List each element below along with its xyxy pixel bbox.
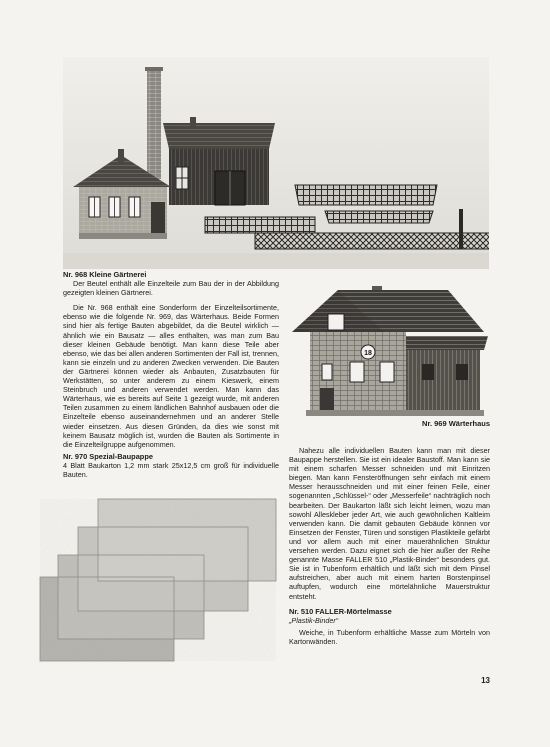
nursery-illustration [63, 57, 489, 269]
nursery-intro: Der Beutel enthält alle Einzelteile zum Bau der in der Abbildung gezeigten kleinen Gärtnerei. [63, 279, 279, 298]
page-number: 13 [481, 676, 490, 685]
section-heading-mortar: Nr. 510 FALLER-Mörtelmasse [289, 606, 392, 616]
section-heading-nursery: Nr. 968 Kleine Gärtnerei [63, 270, 147, 279]
cardboard-usage-body: Nahezu alle individuellen Bauten kann man mit dieser Baupappe herstellen. Sie ist ein idealer Baustoff. Man kann sie mit einem scharfen Messer schneiden und mit Einritzen biegen. Man kann Fensteröffnungen sehr einfach mit einem Messer herausschneiden und mit einer feinen Feile, einer sogenannten „Schlüssel-“ oder „Messerfeile“ nachträglich noch bearbeiten. Der Baukarton läßt sich leicht leimen, wozu man sowohl Alleskleber jeder Art, wie auch gewöhnlichen Kaltleim verwenden kann. Die damit gebauten Gebäude können vor Einsetzen der Fenster, Türen und sonstigen Plastikteile gefärbt und vor allem auch mit einer mauerähnlichen Struktur versehen werden. Dazu eignet sich die hier außer der Reihe genannte Masse FALLER 510 „Plastik-Binder“ besonders gut. Sie ist in Tubenform erhältlich und läßt sich mit dem Pinsel aufstreichen, aber auch mit einem harten Borstenpinsel auftupfen, wodurch eine mörtelähnliche Mauerstruktur entsteht. [289, 446, 490, 601]
right-column [289, 446, 490, 646]
section-heading-cardboard: Nr. 970 Spezial-Baupappe [63, 451, 153, 461]
cardboard-sheets-photo [36, 497, 278, 669]
cardboard-body: 4 Blatt Baukarton 1,2 mm stark 25x12,5 cm groß für individuelle Bauten. [63, 460, 279, 479]
nursery-photo [63, 57, 489, 269]
signal-house-illustration [288, 280, 492, 420]
mortar-subheading: „Plastik-Binder“ [289, 615, 339, 625]
left-column [63, 270, 279, 479]
cardboard-sheets-illustration [36, 497, 278, 669]
signal-house-caption: Nr. 969 Wärterhaus [422, 419, 490, 428]
nursery-body: Die Nr. 968 enthält eine Sonderform der Einzelteilsortimente, ebenso wie die folgende Nr. 969, das Wärterhaus. Beide Formen sind hier als fertige Bauten abgebildet, da die Beutel wirklich — ähnlich wie ein Bausatz — alles enthalten, was man zum Bau dieser kleinen Gebäude benötigt. Man kann diese Teile aber ebenso, wie das bei allen anderen Sortimenten der Fall ist, trennen, kann sie einzeln und zu anderen Zwecken verwenden. Die Bauten der Gärtnerei können wieder als Anbauten, Zusatzbauten für Werkstätten, so unter anderem zu einem Kieswerk, einem Steinbruch und anderen verwendet werden. Man kann das Wärterhaus, wie es bereits auf Seite 1 gezeigt wurde, mit anderen Teilen zusammen zu einem ländlichen Bahnhof ausbauen oder die Einzelteile ebenso auseinandernehmen und an anderer Stelle wieder einsetzen. Aus diesen Gründen, da dies wie sonst mit keinem Bausatz möglich ist, wurden die Bauten als Sortimente in die Einzelteilgruppe aufgenommen. [63, 303, 279, 449]
mortar-body: Weiche, in Tubenform erhältliche Masse zum Mörteln von Kartonwänden. [289, 627, 490, 646]
signal-house-photo [288, 280, 492, 420]
svg-text:18: 18 [364, 350, 372, 357]
